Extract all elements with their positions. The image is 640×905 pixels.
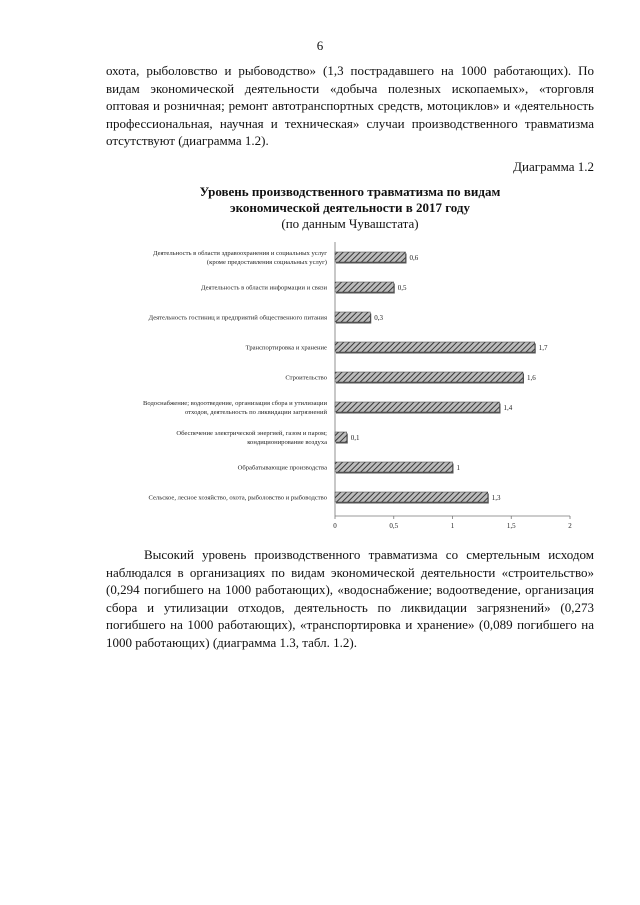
category-label: Обрабатывающие производства [237, 464, 327, 472]
bar-value-label: 1,6 [527, 374, 536, 382]
bar [335, 312, 370, 322]
x-tick-label: 2 [568, 522, 572, 530]
category-label: Строительство [285, 374, 327, 382]
diagram-label: Диаграмма 1.2 [513, 159, 594, 174]
bar [335, 282, 394, 292]
bar-value-label: 1,7 [538, 344, 548, 352]
bar-value-label: 1 [456, 464, 460, 472]
bar [335, 252, 406, 262]
chart-title [106, 184, 594, 216]
chart-title-line-2: экономической деятельности в 2017 году [229, 200, 470, 215]
paragraph-fatal-injuries: Высокий уровень производственного травматизма со смертельным исходом наблюдался в организациях по видам экономической деятельности «строительство» (0,294 погибшего на 1000 работающих), «водоснабжение; водоотведение, организация сбора и утилизации отходов, деятельность по ликвидации загрязнений» (0,273 погибшего на 1000 работающих), «транспортировка и хранение» (0,089 погибшего на 1000 работающих) (диаграмма 1.3, табл. 1.2). [106, 547, 594, 650]
bar-value-label: 0,5 [397, 284, 407, 292]
category-label: Деятельность в области здравоохранения и социальных услуг (кроме предоставления социальных услуг) [153, 250, 327, 266]
category-label: Водоснабжение; водоотведение, организация сбора и утилизации отходов, деятельность по ликвидации загрязнений [142, 400, 327, 416]
bar [335, 462, 453, 472]
category-label: Обеспечение электрической энергией, газом и паром; кондиционирование воздуха [176, 430, 327, 446]
x-tick-label: 1,5 [506, 522, 516, 530]
category-label: Деятельность гостиниц и предприятий общественного питания [148, 314, 327, 322]
x-tick-label: 0 [333, 522, 337, 530]
bar [335, 372, 523, 382]
category-label: Деятельность в области информации и связи [201, 284, 327, 292]
bar-value-label: 0,6 [409, 254, 419, 262]
page-number: 6 [316, 38, 324, 53]
paragraph-intro: охота, рыболовство и рыбоводство» (1,3 пострадавшего на 1000 работающих). По видам экономической деятельности «добыча полезных ископаемых», «торговля оптовая и розничная; ремонт автотранспортных средств, мотоциклов» и «деятельность профессиональная, научная и техническая» случаи производственного травматизма отсутствуют (диаграмма 1.2). [106, 63, 594, 149]
bar [335, 432, 347, 442]
bar-value-label: 0,3 [374, 314, 383, 322]
bar [335, 402, 500, 412]
bar-value-label: 1,3 [491, 494, 501, 502]
chart-subtitle: (по данным Чувашстата) [281, 216, 419, 231]
category-label: Транспортировка и хранение [245, 344, 327, 352]
chart-title-line-1: Уровень производственного травматизма по видам [199, 184, 501, 199]
bar [335, 492, 488, 502]
x-tick-label: 1 [450, 522, 455, 530]
bar-chart [100, 240, 600, 540]
x-tick-label: 0,5 [389, 522, 399, 530]
bar-value-label: 0,1 [350, 434, 360, 442]
bar [335, 342, 535, 352]
category-label: Сельское, лесное хозяйство, охота, рыболовство и рыбоводство [148, 494, 327, 502]
bar-value-label: 1,4 [503, 404, 513, 412]
